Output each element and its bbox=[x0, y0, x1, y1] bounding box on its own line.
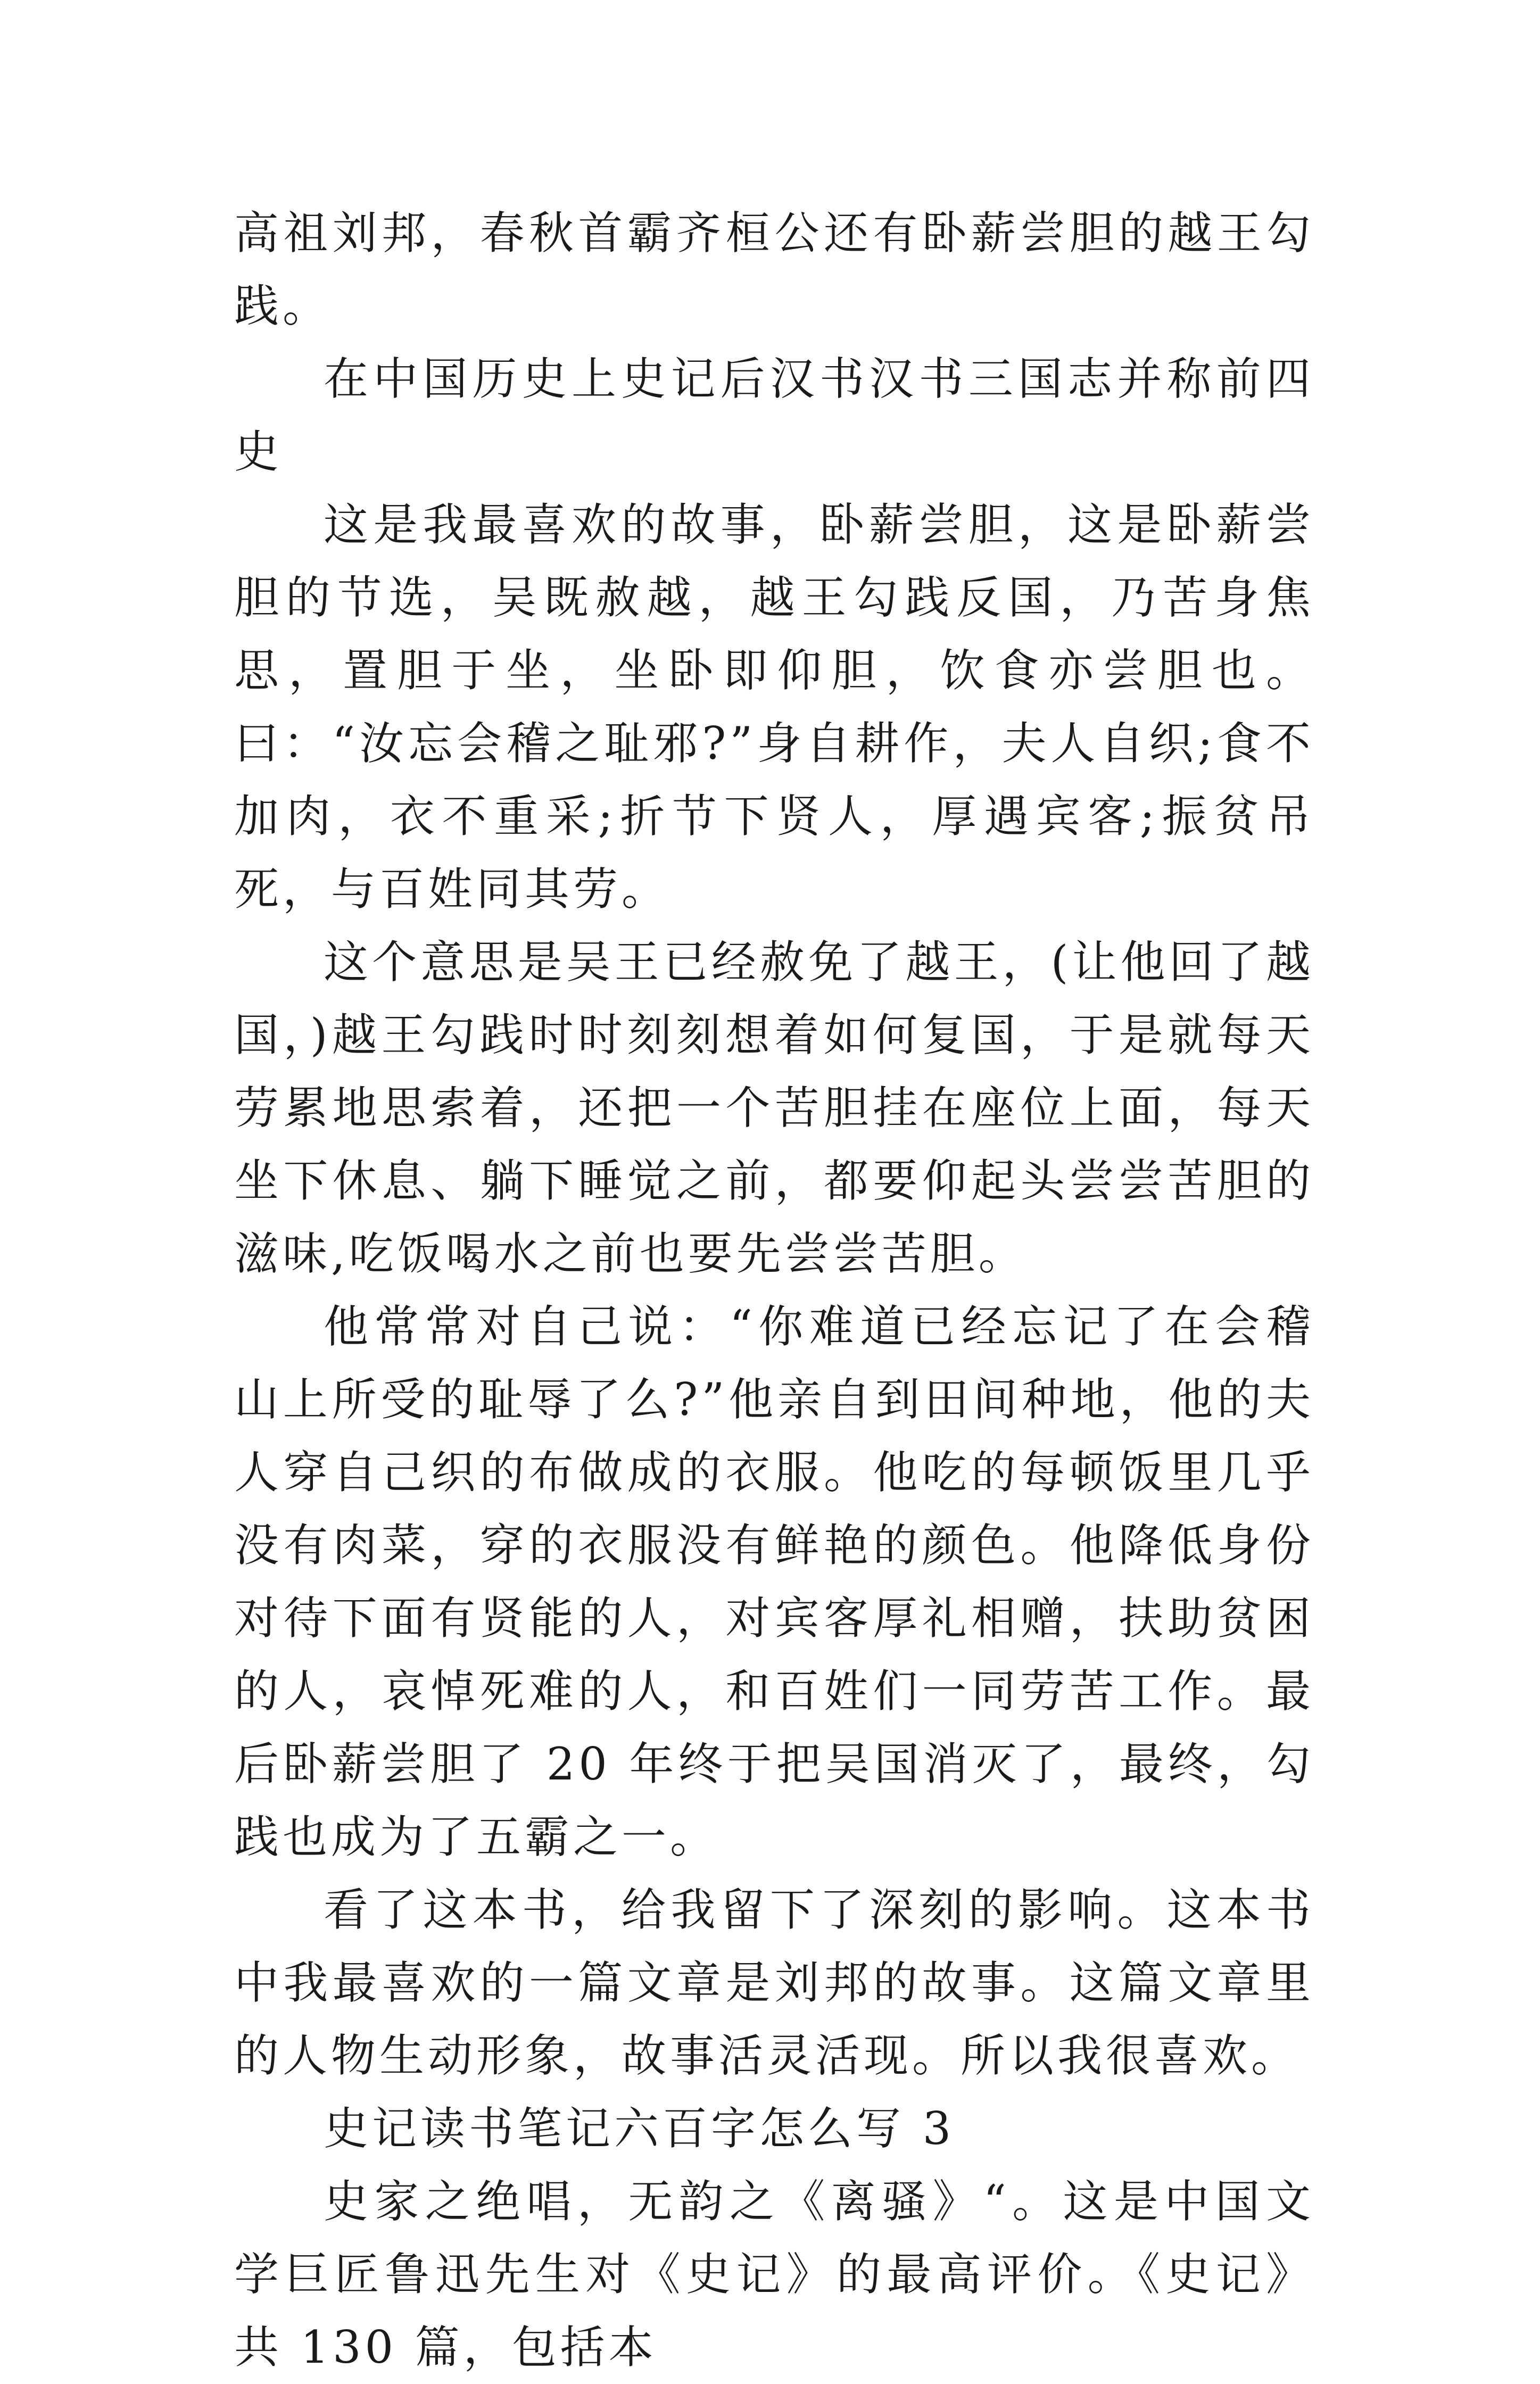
paragraph: 高祖刘邦，春秋首霸齐桓公还有卧薪尝胆的越王勾践。 bbox=[234, 207, 1314, 332]
section-heading: 史记读书笔记六百字怎么写 3 bbox=[324, 2102, 955, 2155]
paragraph: 他常常对自己说：“你难道已经忘记了在会稽山上所受的耻辱了么?”他亲自到田间种地，他的夫人穿自己织的布做成的衣服。他吃的每顿饭里几乎没有肉菜，穿的衣服没有鲜艳的颜色。他降低身份对待下面有贤能的人，对宾客厚礼相赠，扶助贫困的人，哀悼死难的人，和百姓们一同劳苦工作。最后卧薪尝胆了 20 年终于把吴国消灭了，最终，勾践也成为了五霸之一。 bbox=[234, 1301, 1314, 1863]
paragraph: 在中国历史上史记后汉书汉书三国志并称前四史 bbox=[234, 353, 1314, 478]
document-body bbox=[234, 197, 1314, 2384]
paragraph: 这是我最喜欢的故事，卧薪尝胆，这是卧薪尝胆的节选，吴既赦越，越王勾践反国，乃苦身焦思，置胆于坐，坐卧即仰胆，饮食亦尝胆也。曰：“汝忘会稽之耻邪?”身自耕作，夫人自织;食不加肉，衣不重采;折节下贤人，厚遇宾客;振贫吊死，与百姓同其劳。 bbox=[234, 499, 1314, 915]
paragraph: 这个意思是吴王已经赦免了越王，(让他回了越国，)越王勾践时时刻刻想着如何复国，于是就每天劳累地思索着，还把一个苦胆挂在座位上面，每天坐下休息、躺下睡觉之前，都要仰起头尝尝苦胆的滋味,吃饭喝水之前也要先尝尝苦胆。 bbox=[234, 936, 1314, 1280]
paragraph: 看了这本书，给我留下了深刻的影响。这本书中我最喜欢的一篇文章是刘邦的故事。这篇文章里的人物生动形象，故事活灵活现。所以我很喜欢。 bbox=[234, 1884, 1314, 2082]
paragraph: 史家之绝唱，无韵之《离骚》“。这是中国文学巨匠鲁迅先生对《史记》的最高评价。《史记》共 130 篇，包括本 bbox=[234, 2175, 1314, 2373]
